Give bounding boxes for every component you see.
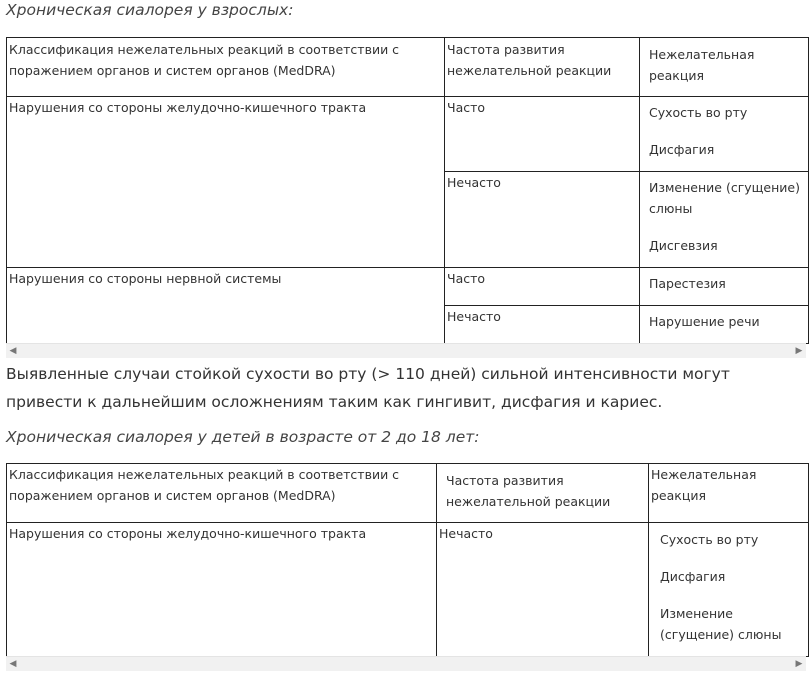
frequency-cell: Часто xyxy=(445,97,640,172)
scroll-right-icon[interactable]: ▶ xyxy=(795,659,803,669)
adult-section-heading: Хроническая сиалорея у взрослых: xyxy=(6,1,294,19)
adult-table-horizontal-scrollbar[interactable] xyxy=(6,343,806,358)
table-row xyxy=(7,268,809,306)
header-classification: Классификация нежелательных реакций в соответствии с поражением органов и систем органов (MedDRA) xyxy=(7,38,445,97)
reaction-item: Сухость во рту xyxy=(660,532,759,547)
class-cell: Нарушения со стороны нервной системы xyxy=(7,268,445,344)
header-classification: Классификация нежелательных реакций в соответствии с поражением органов и систем органов (MedDRA) xyxy=(7,464,437,523)
reaction-item: Парестезия xyxy=(649,276,726,291)
frequency-cell: Нечасто xyxy=(445,306,640,344)
reaction-item: Изменение (сгущение) слюны xyxy=(660,606,782,642)
table-header-row xyxy=(7,464,809,523)
header-reaction: Нежелательная реакция xyxy=(649,464,809,523)
frequency-cell: Часто xyxy=(445,268,640,306)
class-cell: Нарушения со стороны желудочно-кишечного тракта xyxy=(7,97,445,268)
children-adverse-reactions-table xyxy=(6,463,809,657)
reaction-item: Нарушение речи xyxy=(649,314,760,329)
children-table-horizontal-scrollbar[interactable] xyxy=(6,656,806,671)
reaction-item: Дисфагия xyxy=(649,142,715,157)
persistent-dry-mouth-note: Выявленные случаи стойкой сухости во рту (> 110 дней) сильной интенсивности могут привести к дальнейшим осложнениям таким как гингивит, дисфагия и кариес. xyxy=(6,365,730,411)
reactions-cell xyxy=(640,306,809,344)
reactions-cell xyxy=(640,268,809,306)
reaction-item: Дисфагия xyxy=(660,569,726,584)
scroll-left-icon[interactable]: ◀ xyxy=(9,659,17,669)
scroll-right-icon[interactable]: ▶ xyxy=(795,346,803,356)
reaction-item: Дисгевзия xyxy=(649,238,718,253)
adult-adverse-reactions-table xyxy=(6,37,809,344)
frequency-cell: Нечасто xyxy=(445,172,640,268)
reactions-cell xyxy=(640,172,809,268)
scroll-left-icon[interactable]: ◀ xyxy=(9,346,17,356)
header-frequency: Частота развития нежелательной реакции xyxy=(445,38,640,97)
header-reaction: Нежелательная реакция xyxy=(640,38,809,97)
header-frequency: Частота развития нежелательной реакции xyxy=(437,464,649,523)
frequency-cell: Нечасто xyxy=(437,523,649,657)
table-row xyxy=(7,523,809,657)
children-section-heading: Хроническая сиалорея у детей в возрасте от 2 до 18 лет: xyxy=(6,428,480,446)
reactions-cell xyxy=(649,523,809,657)
class-cell: Нарушения со стороны желудочно-кишечного тракта xyxy=(7,523,437,657)
table-row xyxy=(7,97,809,172)
table-header-row xyxy=(7,38,809,97)
reactions-cell xyxy=(640,97,809,172)
reaction-item: Сухость во рту xyxy=(649,105,748,120)
reaction-item: Изменение (сгущение) слюны xyxy=(649,180,800,216)
